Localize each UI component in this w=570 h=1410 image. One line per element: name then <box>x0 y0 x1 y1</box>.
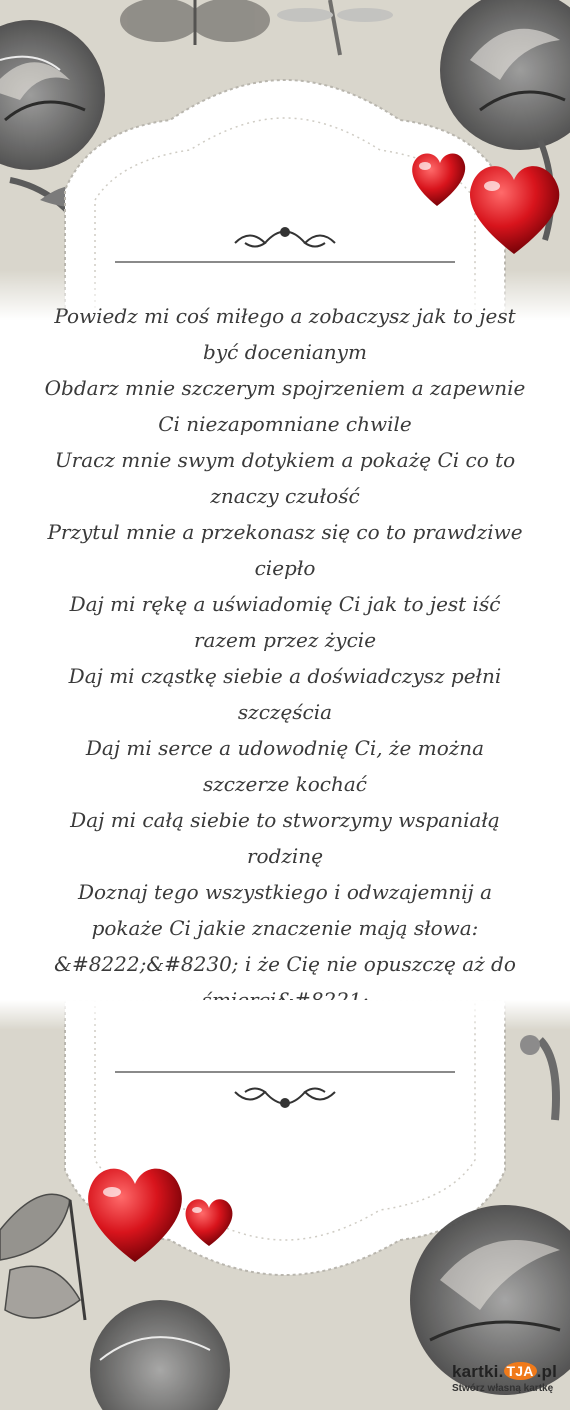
logo-badge: TJA <box>504 1362 537 1380</box>
poem-line: Daj mi rękę a uświadomię Ci jak to jest iść razem przez życie <box>69 592 501 652</box>
poem-line: Daj mi całą siebie to stworzymy wspaniałą rodzinę <box>70 808 500 868</box>
poem-line: Doznaj tego wszystkiego i odwzajemnij a pokaże Ci jakie znaczenie mają słowa: &#8222;&#8230; i że Cię nie opuszczę aż do <box>54 880 516 976</box>
site-logo[interactable] <box>452 1362 564 1402</box>
top-floral-decoration <box>0 0 570 320</box>
logo-name-right: .pl <box>536 1362 557 1381</box>
logo-tagline: Stwórz własną kartkę <box>452 1383 554 1394</box>
bottom-floral-decoration <box>0 1000 570 1410</box>
logo-name-left: kartki. <box>452 1362 504 1381</box>
poem-text <box>40 298 530 1018</box>
poem-line: Powiedz mi coś miłego a zobaczysz jak to jest być docenianym <box>54 304 516 364</box>
butterfly-top <box>120 0 270 45</box>
poem-line: Daj mi cząstkę siebie a doświadczysz pełni szczęścia <box>68 664 502 724</box>
poem-line: Obdarz mnie szczerym spojrzeniem a zapewnie Ci niezapomniane chwile <box>44 376 526 436</box>
poem-line: Uracz mnie swym dotykiem a pokażę Ci co to znaczy czułość <box>54 448 516 508</box>
poem-line: Przytul mnie a przekonasz się co to prawdziwe ciepło <box>47 520 523 580</box>
logo-name <box>452 1362 564 1382</box>
poem-line: Daj mi serce a udowodnię Ci, że można szczerze kochać <box>85 736 485 796</box>
